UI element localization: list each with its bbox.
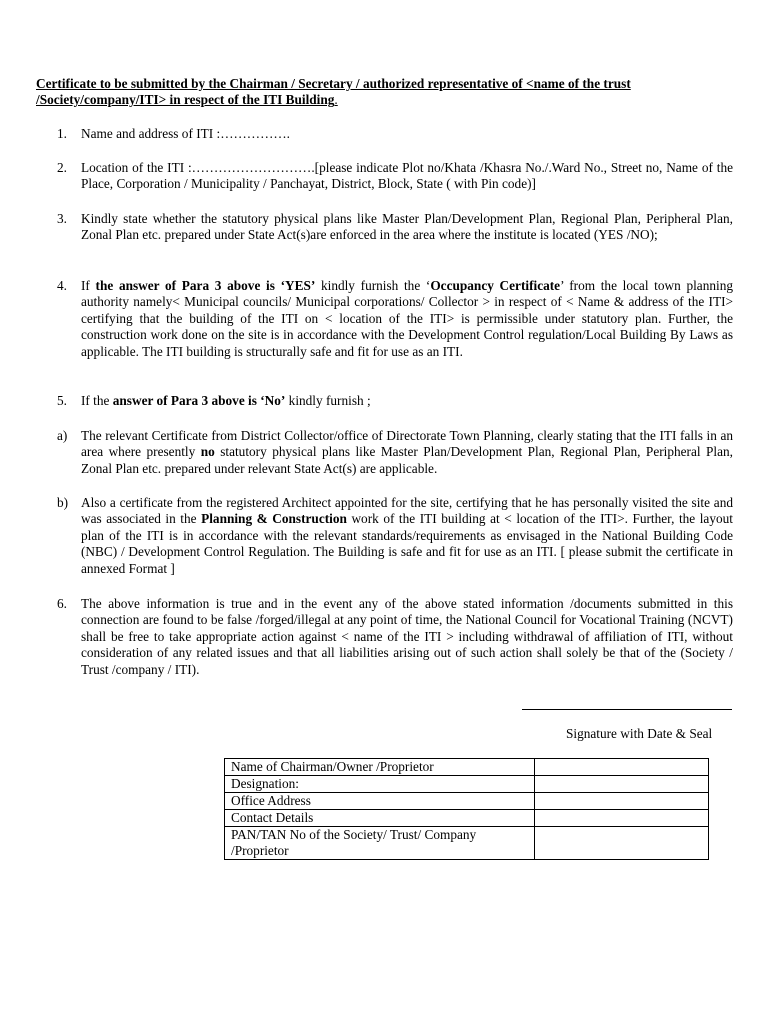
item-3-text: Kindly state whether the statutory physical plans like Master Plan/Development Plan, Regional Plan, Peripheral Plan, Zonal Plan etc. prepared under State Act(s)are enforced in the area where the institute is located (YES /NO); (81, 211, 733, 243)
signature-line (522, 709, 732, 710)
signature-label: Signature with Date & Seal (566, 726, 713, 741)
row-label: PAN/TAN No of the Society/ Trust/ Company /Proprietor (225, 827, 535, 860)
row-value-field[interactable] (535, 793, 709, 810)
item-2-text: Location of the ITI :……………………….[please indicate Plot no/Khata /Khasra No./.Ward No., Street no, Name of the Place, Corporation / Municipality / Panchayat, District, Block, State ( with Pin code)] (81, 160, 733, 192)
item-5-text: If the answer of Para 3 above is ‘No’ kindly furnish ; (81, 393, 371, 408)
table-row (225, 793, 709, 810)
item-6-text: The above information is true and in the event any of the above stated information /documents submitted in this connection are found to be false /forged/illegal at any point of time, the National Council for Vocational Training (NCVT) shall be free to take appropriate action against < name of the ITI > including withdrawal of affiliation of ITI, without consideration of any related issues and that all liabilities arising out of such action shall solely be that of the (Society / Trust /company / ITI). (81, 596, 733, 677)
item-1-number: 1. (57, 126, 67, 141)
row-label: Office Address (225, 793, 535, 810)
row-value-field[interactable] (535, 810, 709, 827)
item-a-text: The relevant Certificate from District Collector/office of Directorate Town Planning, clearly stating that the ITI falls in an area where presently no statutory physical plans like Master Plan/Development Plan, Regional Plan, Peripheral Plan, Zonal Plan etc. prepared under relevant State Act(s) are applicable. (81, 428, 733, 476)
item-2-number: 2. (57, 160, 67, 175)
table-row (225, 776, 709, 793)
row-value-field[interactable] (535, 759, 709, 776)
row-value-field[interactable] (535, 776, 709, 793)
certificate-title: Certificate to be submitted by the Chairman / Secretary / authorized representative of <name of the trust /Society/company/ITI> in respect of the ITI Building. (36, 76, 631, 107)
item-4-number: 4. (57, 278, 67, 293)
row-value-field[interactable] (535, 827, 709, 860)
table-row (225, 810, 709, 827)
row-label: Designation: (225, 776, 535, 793)
item-3-number: 3. (57, 211, 67, 226)
item-1-text: Name and address of ITI :……………. (81, 126, 291, 141)
item-a-marker: a) (57, 428, 68, 443)
item-4-text: If the answer of Para 3 above is ‘YES’ kindly furnish the ‘Occupancy Certificate’ from the local town planning authority namely< Municipal councils/ Municipal corporations/ Collector > in respect of < Name & address of the ITI> certifying that the building of the ITI on < location of the ITI> is permissible under statutory plan. Further, the construction work done on the site is in accordance with the Development Control regulation/Local Building By Laws as applicable. The ITI building is structurally safe and fit for use as an ITI. (81, 278, 733, 359)
item-b-text: Also a certificate from the registered Architect appointed for the site, certifying that he has personally visited the site and was associated in the Planning & Construction work of the ITI building at < location of the ITI>. Further, the layout plan of the ITI is in accordance with the relevant standards/requirements as envisaged in the National Building Code (NBC) / Development Control Regulation. The Building is safe and fit for use as an ITI. [ please submit the certificate in annexed Format ] (81, 495, 733, 576)
table-row (225, 759, 709, 776)
row-label: Contact Details (225, 810, 535, 827)
item-5-number: 5. (57, 393, 67, 408)
details-table (224, 758, 709, 860)
row-label: Name of Chairman/Owner /Proprietor (225, 759, 535, 776)
table-row (225, 827, 709, 860)
item-6-number: 6. (57, 596, 67, 611)
item-b-marker: b) (57, 495, 69, 510)
